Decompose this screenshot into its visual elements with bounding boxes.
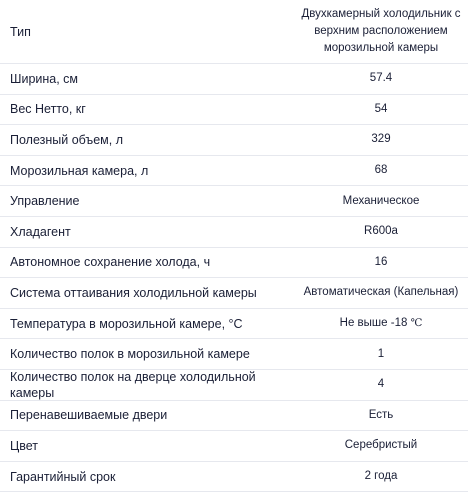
spec-value: 2 года bbox=[364, 470, 398, 483]
spec-row-defrost-system bbox=[0, 278, 468, 309]
spec-label: Автономное сохранение холода, ч bbox=[10, 255, 211, 270]
spec-value: 68 bbox=[374, 164, 388, 177]
spec-value: 57.4 bbox=[369, 72, 393, 85]
spec-value: Механическое bbox=[342, 194, 420, 207]
spec-label: Тип bbox=[10, 24, 31, 39]
spec-row-freezer-shelves bbox=[0, 339, 468, 370]
spec-label: Управление bbox=[10, 194, 80, 209]
spec-row-usable-volume bbox=[0, 125, 468, 156]
celsius-unit: ℃ bbox=[410, 317, 423, 330]
spec-label: Цвет bbox=[10, 438, 39, 453]
spec-label: Перенавешиваемые двери bbox=[10, 408, 168, 423]
spec-value: 4 bbox=[377, 378, 385, 391]
spec-row-type bbox=[0, 0, 468, 64]
spec-value-text: Не выше -18 bbox=[339, 317, 408, 330]
spec-label: Морозильная камера, л bbox=[10, 163, 149, 178]
spec-label: Количество полок в морозильной камере bbox=[10, 347, 250, 362]
spec-value bbox=[298, 6, 468, 57]
spec-value: Серебристый bbox=[344, 439, 418, 452]
spec-label: Полезный объем, л bbox=[10, 132, 124, 147]
spec-row-freezer-temperature bbox=[0, 309, 468, 340]
spec-label: Количество полок на дверце холодильной камеры bbox=[10, 369, 256, 400]
spec-value bbox=[298, 315, 468, 332]
spec-label: Вес Нетто, кг bbox=[10, 102, 86, 117]
spec-value: 54 bbox=[374, 102, 388, 115]
spec-row-width bbox=[0, 64, 468, 95]
spec-row-color bbox=[0, 431, 468, 462]
spec-label: Ширина, см bbox=[10, 71, 79, 86]
spec-value: 1 bbox=[377, 347, 385, 360]
spec-row-reversible-doors bbox=[0, 401, 468, 432]
spec-value: R600a bbox=[364, 225, 398, 238]
spec-value: Есть bbox=[368, 408, 394, 421]
spec-label: Температура в морозильной камере, °C bbox=[10, 316, 243, 331]
spec-row-refrigerant bbox=[0, 217, 468, 248]
spec-row-door-shelves bbox=[0, 370, 468, 401]
spec-row-autonomous-cold bbox=[0, 248, 468, 279]
spec-value: Автоматическая (Капельная) bbox=[303, 286, 459, 299]
spec-row-control bbox=[0, 186, 468, 217]
spec-label: Система оттаивания холодильной камеры bbox=[10, 285, 257, 300]
spec-value-text: Двухкамерный холодильник с верхним расположением морозильной камеры bbox=[301, 8, 461, 54]
spec-label: Хладагент bbox=[10, 224, 71, 239]
spec-value: 329 bbox=[371, 133, 391, 146]
spec-value: 16 bbox=[374, 255, 388, 268]
spec-row-warranty bbox=[0, 462, 468, 493]
spec-label: Гарантийный срок bbox=[10, 469, 116, 484]
spec-row-freezer-volume bbox=[0, 156, 468, 187]
spec-row-net-weight bbox=[0, 95, 468, 126]
